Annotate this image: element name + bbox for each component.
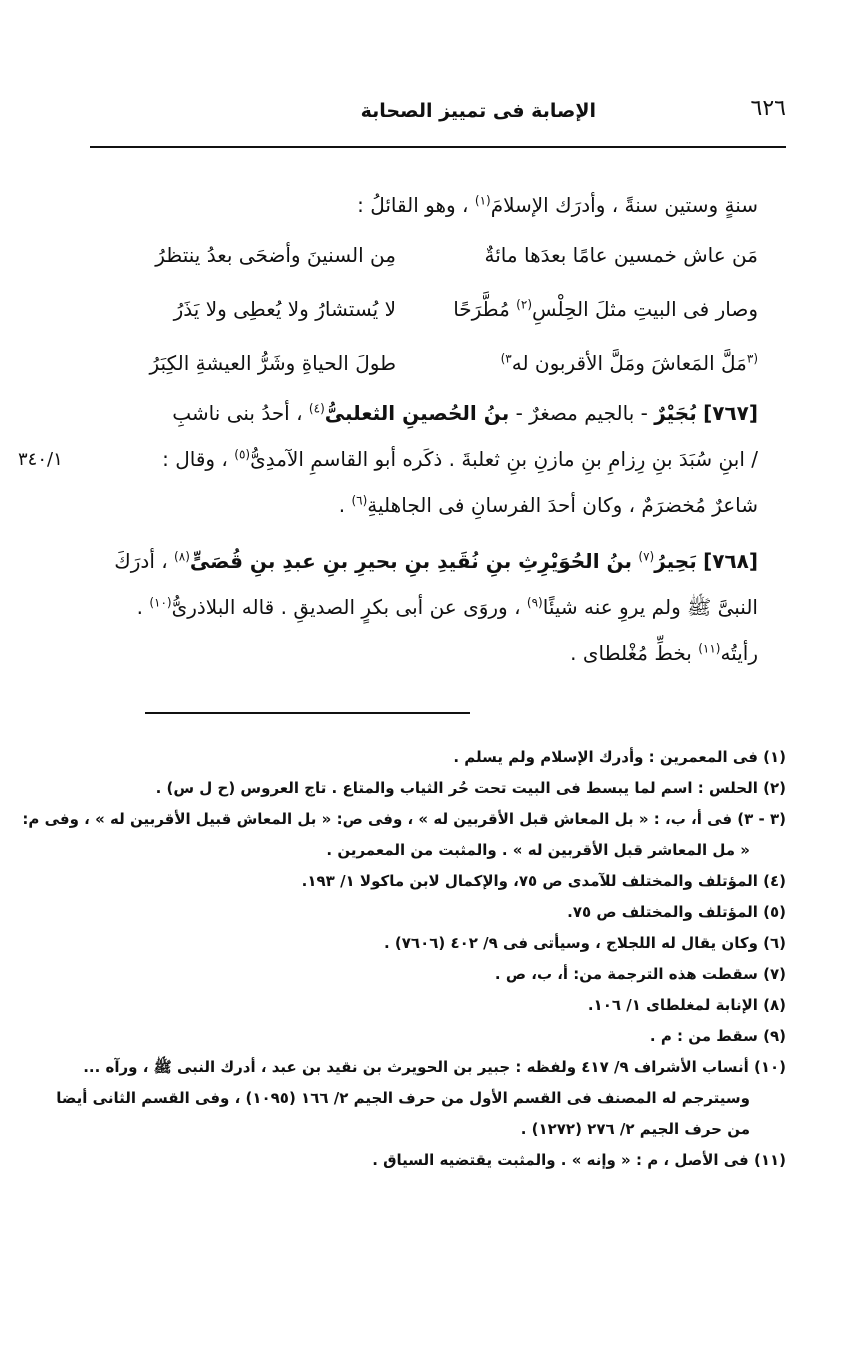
footnote-ref: (٢) xyxy=(516,297,532,312)
hemistich-second: لا يُستشارُ ولا يُعطِى ولا يَذَرُ xyxy=(173,297,396,321)
page-header xyxy=(90,92,786,132)
footnotes xyxy=(22,742,786,1176)
entry-768-line-1: [٧٦٨] بَحِيرُ$^{(٧)}$ بنُ الحُوَيْرِثِ بنِ نُقَيدِ بنِ بحيرِ بنِ عبدِ بنِ قُصَىٍّ$^{(٨)}$ ، أدرَكَ xyxy=(114,549,758,573)
page-number: ٦٢٦ xyxy=(750,96,786,121)
intro-line: سنةٍ وستين سنةً ، وأدرَك الإسلامَ$^{(١)}$ ، وهو القائلُ : xyxy=(357,193,758,217)
hemistich-first: $^{(٣}$مَلَّ المَعاشَ ومَلَّ الأقربون له$^{٣)}$ xyxy=(500,351,758,375)
hemistich-first: وصار فى البيتِ مثلَ الحِلْسِ$^{(٢)}$ مُطَّرَحًا xyxy=(453,297,758,321)
footnote-ref: (١١) xyxy=(698,641,721,656)
margin-reference: ٣٤٠/١ xyxy=(18,449,63,470)
footnote: (٨) الإنابة لمغلطاى ١/ ١٠٦. xyxy=(587,996,786,1014)
footnote-ref: (٨) xyxy=(174,549,190,564)
running-title: الإصابة فى تمييز الصحابة xyxy=(360,100,596,122)
footnote-continuation: « مل المعاشر قبل الأقربين له » . والمثبت من المعمرين . xyxy=(326,841,750,859)
footnote-ref: (٩) xyxy=(526,595,543,610)
entry-768-line-2: النبىَّ ﷺ ولم يروِ عنه شيئًا$^{(٩)}$ ، وروَى عن أبى بكرٍ الصديقِ . قاله البلاذرىُّ$^{(١٠)}$ . xyxy=(136,595,758,619)
footnote-continuation: وسيترجم له المصنف فى القسم الأول من حرف الجيم ٢/ ١٦٦ (١٠٩٥) ، وفى القسم الثانى أيضا xyxy=(56,1089,750,1107)
footnote: (٤) المؤتلف والمختلف للآمدى ص ٧٥، والإكمال لابن ماكولا ١/ ١٩٣. xyxy=(301,872,786,890)
entry-768-line-3: رأيتُه$^{(١١)}$ بخطِّ مُغْلطاى . xyxy=(570,641,758,665)
hemistich-second: طولَ الحياةِ وشَرُّ العيشةِ الكِبَرُ xyxy=(149,351,396,375)
footnote-ref: (١) xyxy=(474,193,491,208)
footnote-ref: (٦) xyxy=(351,493,368,508)
footnote: (٧) سقطت هذه الترجمة من: أ، ب، ص . xyxy=(494,965,786,983)
entry-number: [٧٦٨] xyxy=(703,549,758,573)
footnote: (١) فى المعمرين : وأدرك الإسلام ولم يسلم . xyxy=(453,748,786,766)
footnote-rule xyxy=(145,712,470,714)
entry-number: [٧٦٧] xyxy=(703,401,758,425)
footnote: (٦) وكان يقال له اللجلاج ، وسيأتى فى ٩/ ٤٠٢ (٧٦٠٦) . xyxy=(384,934,786,952)
entry-name: بُجَيْرٌ xyxy=(654,401,697,425)
footnote-ref: (٥) xyxy=(234,447,251,462)
entry-767-line-1: [٧٦٧] بُجَيْرٌ - بالجيم مصغرٌ - بنُ الحُصينِ الثعلبىُّ$^{(٤)}$ ، أحدُ بنى ناشبِ xyxy=(172,401,758,425)
verse-2 xyxy=(93,282,758,336)
footnote-continuation: من حرف الجيم ٢/ ٢٧٦ (١٢٧٢) . xyxy=(520,1120,750,1138)
entry-767-line-2: / ابنِ سُبَدَ بنِ رِزامِ بنِ مازنِ بنِ ثعلبةَ . ذكَره أبو القاسمِ الآمدِىُّ$^{(٥)}$ ، وقال : xyxy=(162,447,758,471)
footnote: (١١) فى الأصل ، م : « وإنه » . والمثبت يقتضيه السياق . xyxy=(372,1151,786,1169)
footnote-ref: (٧) xyxy=(638,549,655,564)
entry-767-line-3: شاعرٌ مُخضرَمٌ ، وكان أحدَ الفرسانِ فى الجاهليةِ$^{(٦)}$ . xyxy=(338,493,758,517)
footnote: (٢) الحلس : اسم لما يبسط فى البيت تحت حُر الثياب والمتاع . تاج العروس (ح ل س) . xyxy=(155,779,786,797)
verse-1 xyxy=(93,228,758,282)
footnote: (٩) سقط من : م . xyxy=(649,1027,786,1045)
footnote-ref: (٤) xyxy=(308,401,325,416)
footnote: (١٠) أنساب الأشراف ٩/ ٤١٧ ولفظه : جبير بن الحويرث بن نقيد بن عبد ، أدرك النبى ﷺ ، ورآه ... xyxy=(83,1058,786,1076)
hemistich-second: مِن السنينَ وأضحَى بعدُ ينتظرُ xyxy=(155,243,396,267)
header-rule xyxy=(90,146,786,148)
footnote-ref: (١٠) xyxy=(149,595,172,610)
hemistich-first: مَن عاش خمسين عامًا بعدَها مائةٌ xyxy=(484,243,758,267)
footnote: (٣ - ٣) فى أ، ب، : « بل المعاش قبل الأقربين له » ، وفى ص: « بل المعاش قبيل الأقربين له » ، وفى م: xyxy=(22,810,786,828)
main-text xyxy=(93,182,758,676)
entry-name: بَحِيرُ xyxy=(654,549,697,573)
footnote-ref: ٣) xyxy=(500,351,512,366)
footnote: (٥) المؤتلف والمختلف ص ٧٥. xyxy=(567,903,786,921)
footnote-ref: (٣ xyxy=(746,351,758,366)
verse-3 xyxy=(93,336,758,390)
